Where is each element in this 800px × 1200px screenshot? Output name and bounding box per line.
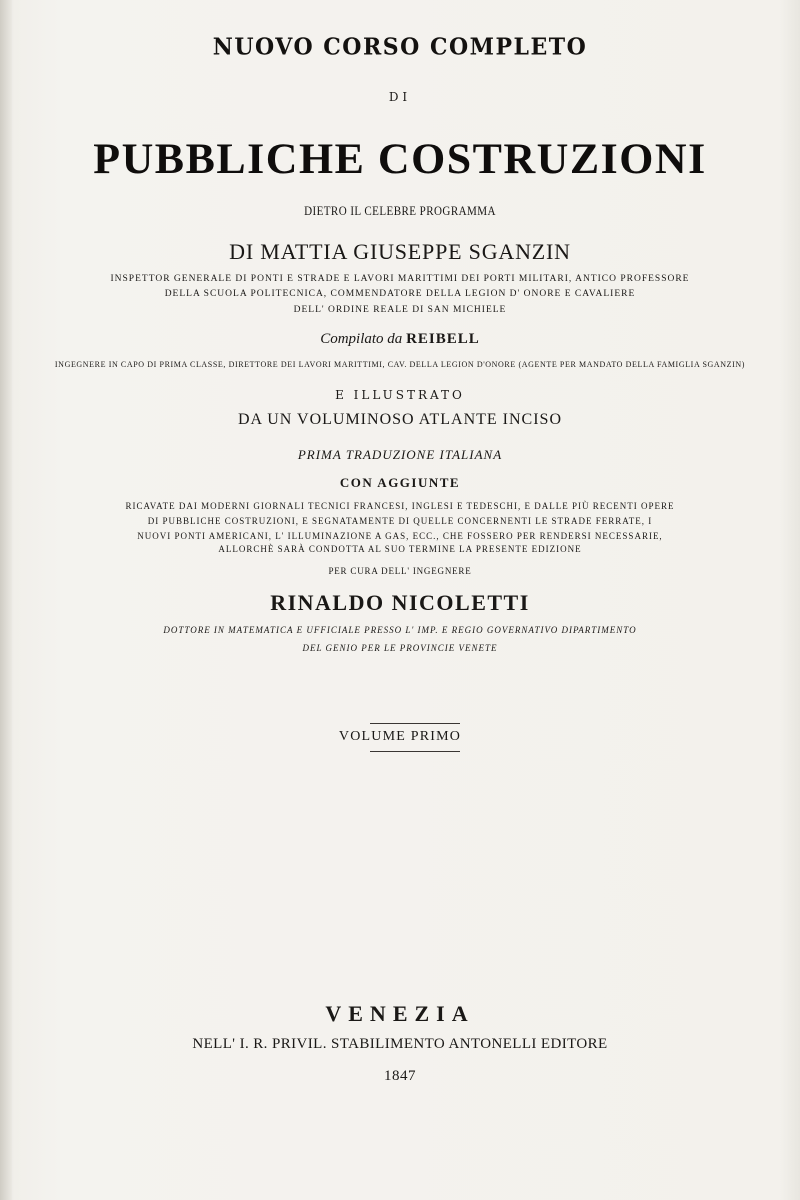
compiler-name: REIBELL (406, 331, 480, 347)
additions-text-line: NUOVI PONTI AMERICANI, L' ILLUMINAZIONE A GAS, ECC., CHE FOSSERO PER RENDERSI NECESSARIE, (137, 531, 663, 541)
volume-rule-bottom (370, 751, 460, 752)
editor-name: RINALDO NICOLETTI (270, 590, 530, 615)
title-connector: DI (388, 90, 412, 104)
main-title: PUBBLICHE COSTRUZIONI (93, 136, 707, 183)
atlas-line: DA UN VOLUMINOSO ATLANTE INCISO (237, 411, 563, 428)
volume-label: VOLUME PRIMO (338, 729, 462, 744)
compiler-credentials: INGEGNERE IN CAPO DI PRIMA CLASSE, DIRETTORE DEI LAVORI MARITTIMI, CAV. DELLA LEGION D'ONORE (AGENTE PER MANDATO DELLA FAMIGLIA SGANZIN) (54, 360, 746, 369)
illustrated-line: E ILLUSTRATO (335, 388, 465, 402)
volume-rule-top (370, 723, 460, 724)
editor-intro: PER CURA DELL' INGEGNERE (328, 566, 472, 576)
imprint-year: 1847 (384, 1068, 416, 1084)
author-credential-line: INSPETTOR GENERALE DI PONTI E STRADE E LAVORI MARITTIMI DEI PORTI MILITARI, ANTICO PROFESSORE (110, 274, 690, 284)
series-title: NUOVO CORSO COMPLETO (212, 33, 588, 61)
author-credential-line: DELLA SCUOLA POLITECNICA, COMMENDATORE DELLA LEGION D' ONORE E CAVALIERE (164, 289, 636, 299)
translation-line: PRIMA TRADUZIONE ITALIANA (297, 447, 503, 462)
editor-credential-line: DOTTORE IN MATEMATICA E UFFICIALE PRESSO L' IMP. E REGIO GOVERNATIVO DIPARTIMENTO (163, 625, 637, 635)
additions-heading: CON AGGIUNTE (339, 475, 461, 490)
imprint-publisher: NELL' I. R. PRIVIL. STABILIMENTO ANTONELLI EDITORE (192, 1036, 608, 1052)
program-line: DIETRO IL CELEBRE PROGRAMMA (304, 203, 496, 218)
imprint-city: VENEZIA (325, 1001, 475, 1026)
compiled-prefix: Compilato da (320, 331, 403, 347)
author-credential-line: DELL' ORDINE REALE DI SAN MICHIELE (293, 305, 507, 315)
compiled-by-line (0, 331, 800, 348)
editor-credential-line: DEL GENIO PER LE PROVINCIE VENETE (302, 643, 498, 653)
additions-text-line: RICAVATE DAI MODERNI GIORNALI TECNICI FRANCESI, INGLESI E TEDESCHI, E DALLE PIÙ RECENTI OPERE (125, 501, 675, 511)
additions-text-line: ALLORCHÈ SARÀ CONDOTTA AL SUO TERMINE LA PRESENTE EDIZIONE (218, 544, 582, 554)
additions-text-line: DI PUBBLICHE COSTRUZIONI, E SEGNATAMENTE DI QUELLE CONCERNENTI LE STRADE FERRATE, I (147, 516, 653, 526)
author-name: DI MATTIA GIUSEPPE SGANZIN (229, 239, 571, 264)
